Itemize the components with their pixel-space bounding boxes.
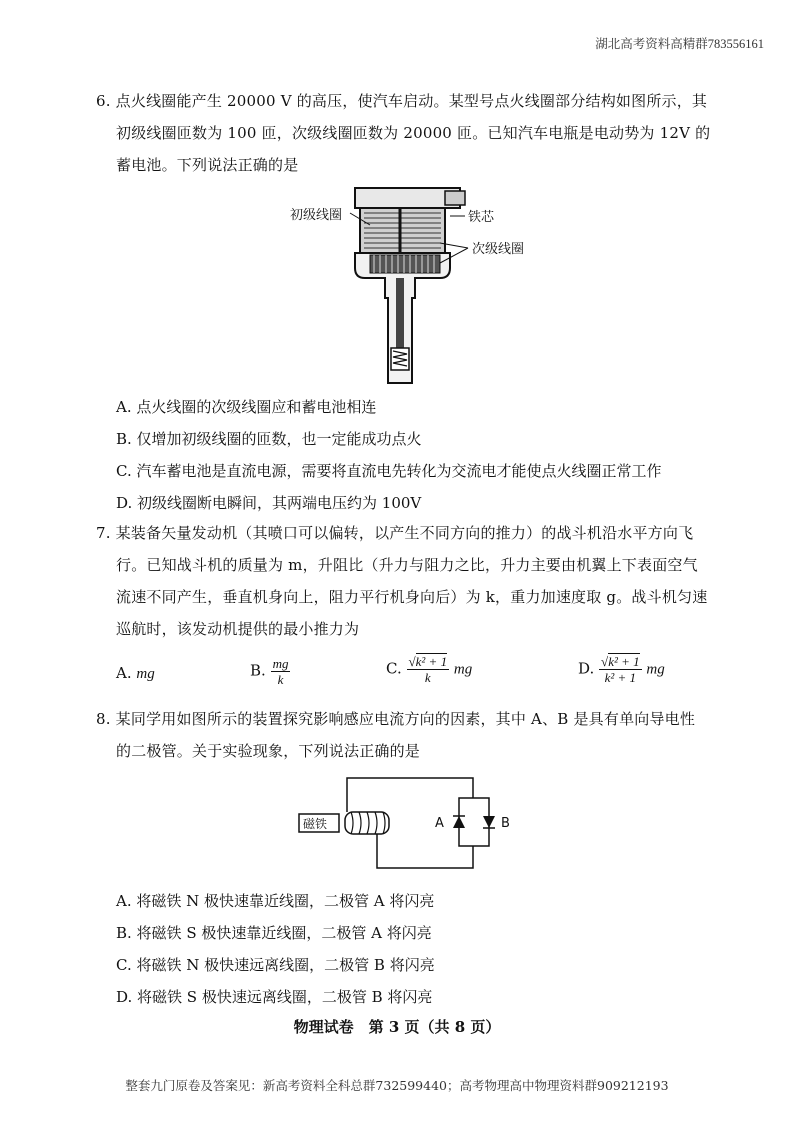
q7-option-c-fraction: [407, 654, 450, 685]
q6-line-3: 蓄电池。下列说法正确的是: [116, 156, 299, 174]
q7-option-d-letter: D.: [578, 659, 595, 678]
q7-option-c-letter: C.: [386, 659, 402, 678]
q7-option-d: [578, 654, 665, 685]
q7-option-c: [386, 654, 472, 685]
q7-option-b-letter: B.: [250, 661, 266, 680]
q6-line-1: 6. 点火线圈能产生 20000 V 的高压，使汽车启动。某型号点火线圈部分结构如图所示，其: [96, 92, 708, 110]
q8-option-b: B. 将磁铁 S 极快速靠近线圈，二极管 A 将闪亮: [116, 924, 432, 942]
q7-option-b-denominator: k: [277, 672, 284, 687]
q8-option-a: A. 将磁铁 N 极快速靠近线圈，二极管 A 将闪亮: [116, 892, 435, 910]
q8-option-c: C. 将磁铁 N 极快速远离线圈，二极管 B 将闪亮: [116, 956, 435, 974]
q7-option-c-denominator: k: [424, 670, 431, 685]
q6-line-2: 初级线圈匝数为 100 匝，次级线圈匝数为 20000 匝。已知汽车电瓶是电动势为 12V 的: [116, 124, 711, 142]
q7-option-d-numerator: √k² + 1: [601, 654, 640, 669]
label-secondary-coil: 次级线圈: [472, 242, 525, 257]
q7-option-b-numerator: mg: [272, 656, 289, 671]
q7-option-d-denominator: k² + 1: [604, 670, 637, 685]
q6-option-d: D. 初级线圈断电瞬间，其两端电压约为 100V: [116, 494, 422, 512]
q7-option-c-numerator: √k² + 1: [408, 654, 448, 669]
q7-line-1: 7. 某装备矢量发动机（其喷口可以偏转，以产生不同方向的推力）的战斗机沿水平方向飞: [96, 524, 694, 542]
q7-line-3: 流速不同产生，垂直机身向上，阻力平行机身向后）为 k，重力加速度取 g。战斗机匀速: [116, 588, 708, 606]
q7-option-b: [250, 656, 290, 687]
diode-b-label: B: [501, 816, 510, 831]
q6-option-b: B. 仅增加初级线圈的匝数，也一定能成功点火: [116, 430, 422, 448]
label-iron-core: 铁芯: [468, 210, 495, 225]
q7-line-4: 巡航时，该发动机提供的最小推力为: [116, 620, 360, 638]
q7-option-d-fraction: [599, 654, 642, 685]
q8-option-d: D. 将磁铁 S 极快速远离线圈，二极管 B 将闪亮: [116, 988, 433, 1006]
q8-line-2: 的二极管。关于实验现象，下列说法正确的是: [116, 742, 421, 760]
q7-option-d-tail: mg: [646, 661, 665, 678]
q7-option-b-fraction: [271, 656, 291, 687]
q7-option-c-tail: mg: [453, 661, 473, 678]
page-footer: 物理试卷 第 3 页（共 8 页）: [293, 1018, 501, 1036]
q7-line-2: 行。已知战斗机的质量为 m，升阻比（升力与阻力之比，升力主要由机翼上下表面空气: [116, 556, 698, 574]
q8-line-1: 8. 某同学用如图所示的装置探究影响感应电流方向的因素，其中 A、B 是具有单向导电性: [96, 710, 696, 728]
q7-option-c-sqrt: k² + 1: [415, 654, 448, 669]
q6-option-c: C. 汽车蓄电池是直流电源，需要将直流电先转化为交流电才能使点火线圈正常工作: [116, 462, 662, 480]
induction-circuit-figure: [295, 770, 535, 880]
header-watermark: 湖北高考资料高精群783556161: [595, 37, 764, 51]
bottom-note: 整套九门原卷及答案见：新高考资料全科总群732599440；高考物理高中物理资料群909212193: [125, 1078, 669, 1093]
ignition-coil-figure: [290, 183, 525, 393]
q7-option-d-sqrt: k² + 1: [608, 654, 640, 669]
q7-option-a-expr: mg: [136, 666, 155, 682]
q7-option-a-letter: A.: [116, 664, 132, 682]
magnet-label: 磁铁: [303, 817, 328, 831]
q6-option-a: A. 点火线圈的次级线圈应和蓄电池相连: [116, 398, 377, 416]
diode-a-label: A: [435, 816, 444, 831]
q7-option-a: [116, 664, 155, 683]
label-primary-coil: 初级线圈: [290, 208, 343, 223]
